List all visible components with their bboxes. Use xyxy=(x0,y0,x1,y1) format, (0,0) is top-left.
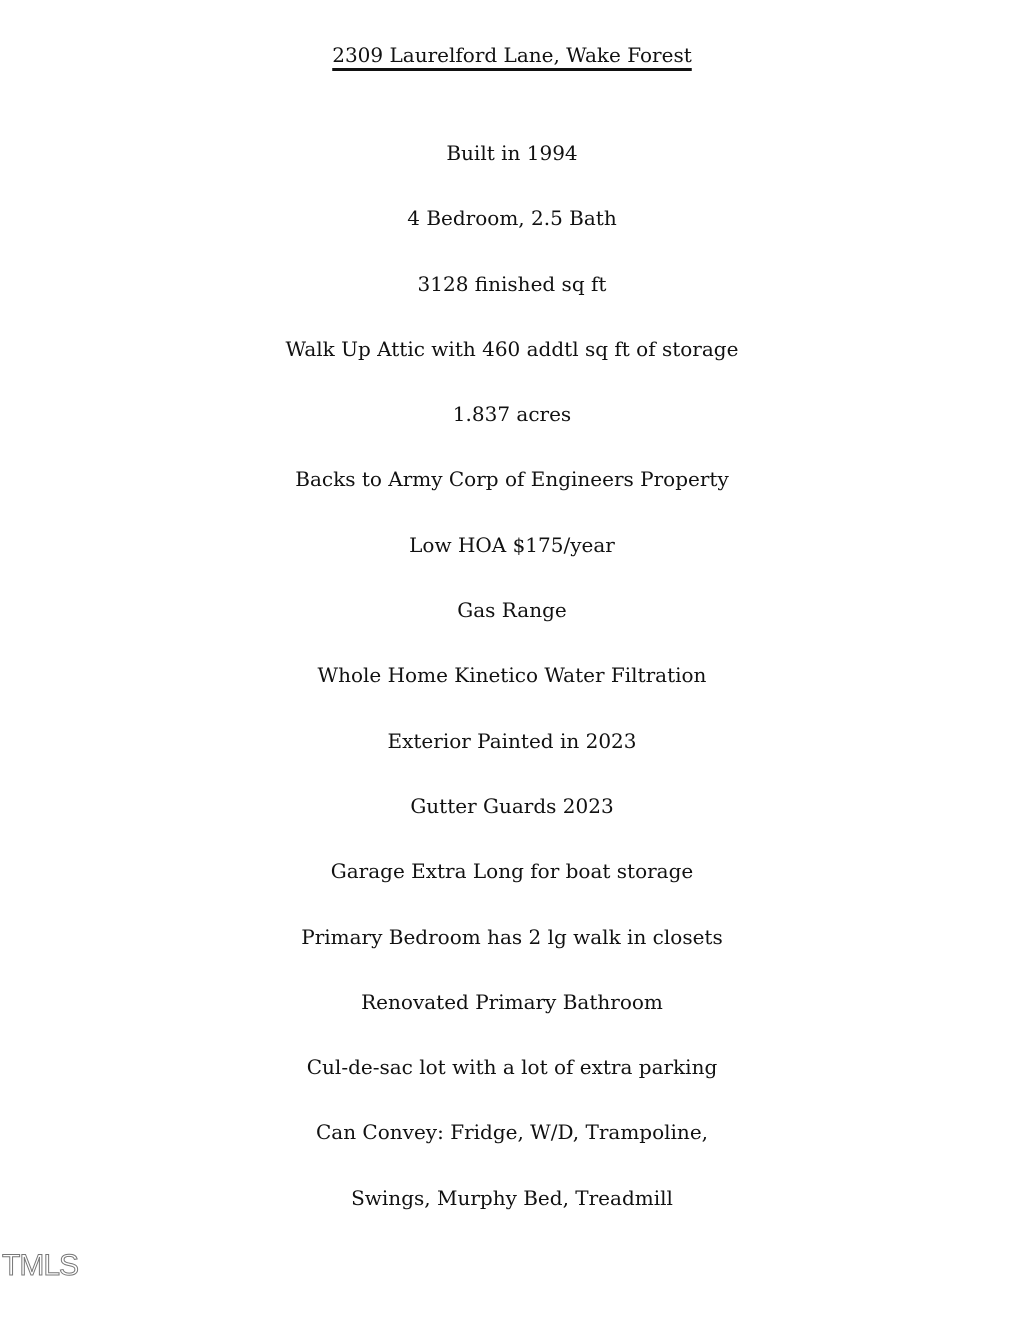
feature-line: Cul-de-sac lot with a lot of extra parking xyxy=(306,1055,718,1080)
mls-watermark: TMLS xyxy=(2,1249,79,1282)
feature-line: Gutter Guards 2023 xyxy=(410,793,614,818)
feature-line: Walk Up Attic with 460 addtl sq ft of storage xyxy=(285,336,739,361)
feature-line: Can Convey: Fridge, W/D, Trampoline, xyxy=(315,1120,709,1145)
feature-list xyxy=(0,121,1024,1231)
listing-address-title: 2309 Laurelford Lane, Wake Forest xyxy=(332,43,692,67)
feature-line: Renovated Primary Bathroom xyxy=(361,989,663,1014)
feature-line: Low HOA $175/year xyxy=(409,532,615,557)
feature-line: Swings, Murphy Bed, Treadmill xyxy=(351,1185,673,1210)
feature-line: Whole Home Kinetico Water Filtration xyxy=(317,663,707,688)
feature-line: Primary Bedroom has 2 lg walk in closets xyxy=(301,924,723,949)
feature-line: Garage Extra Long for boat storage xyxy=(330,859,694,884)
feature-line: Backs to Army Corp of Engineers Property xyxy=(295,467,729,492)
feature-line: 4 Bedroom, 2.5 Bath xyxy=(407,206,617,231)
feature-line: 3128 finished sq ft xyxy=(417,271,607,296)
feature-line: Exterior Painted in 2023 xyxy=(387,728,637,753)
feature-line: 1.837 acres xyxy=(452,402,572,427)
feature-line: Built in 1994 xyxy=(446,141,578,165)
feature-line: Gas Range xyxy=(457,598,567,623)
